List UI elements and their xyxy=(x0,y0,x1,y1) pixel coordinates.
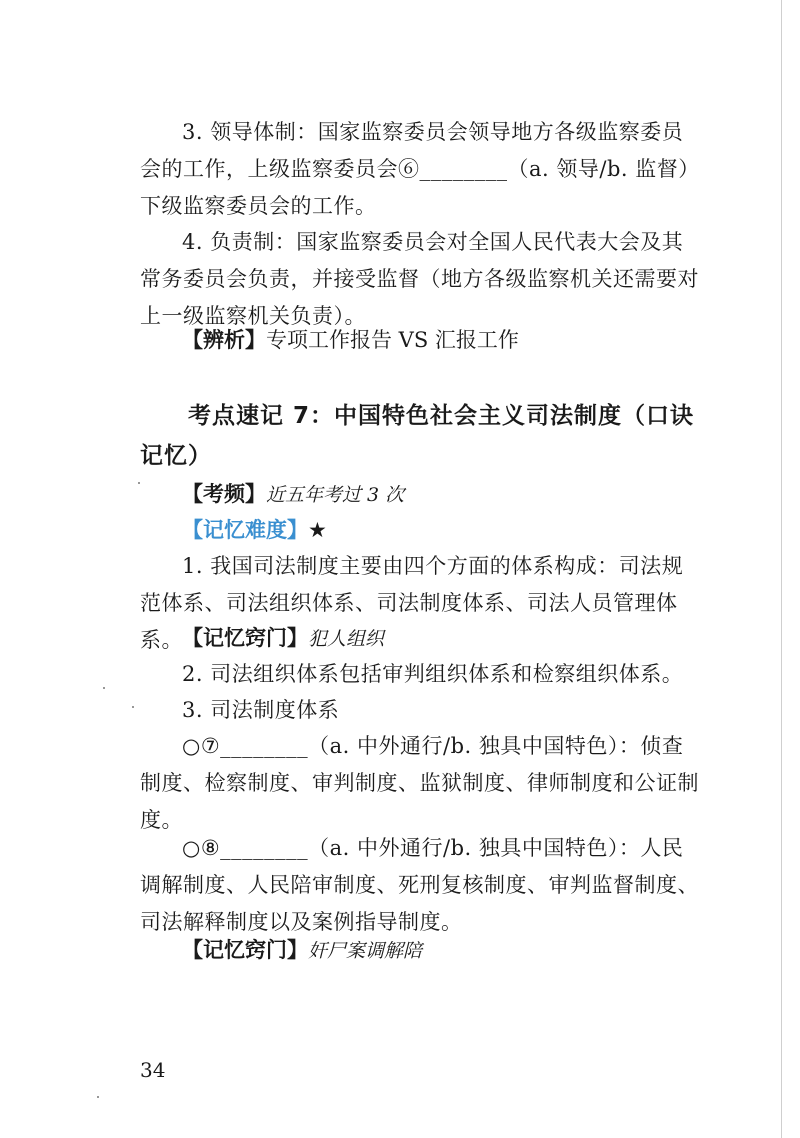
item-4-responsibility-system: 4. 负责制：国家监察委员会对全国人民代表大会及其常务委员会负责，并接受监督（地方各级监察机关还需要对上一级监察机关负责）。 xyxy=(140,230,699,328)
item-3-leadership-system: 3. 领导体制：国家监察委员会领导地方各级监察委员会的工作，上级监察委员会⑥________（a. 领导/b. 监督）下级监察委员会的工作。 xyxy=(140,120,700,218)
memory-tip-1-text: 犯人组织 xyxy=(308,628,385,650)
difficulty-tag: 【记忆难度】 xyxy=(182,518,308,542)
memory-tip-2 xyxy=(182,932,422,970)
frequency-line xyxy=(182,476,404,514)
scan-speck xyxy=(97,1096,99,1098)
section-heading: 考点速记 7：中国特色社会主义司法制度（口诀记忆） xyxy=(140,403,695,469)
paragraph-4: ○⑦________（a. 中外通行/b. 独具中国特色）：侦查制度、检察制度、审判制度、监狱制度、律师制度和公证制度。 xyxy=(140,734,699,832)
memory-tip-2-tag: 【记忆窍门】 xyxy=(182,938,308,962)
paragraph-1: 1. 我国司法制度主要由四个方面的体系构成：司法规范体系、司法组织体系、司法制度体系、司法人员管理体系。 xyxy=(140,554,684,652)
difficulty-star-icon: ★ xyxy=(308,518,327,542)
scan-speck xyxy=(103,687,105,689)
difficulty-line xyxy=(182,512,327,549)
frequency-text: 近五年考过 3 次 xyxy=(266,484,405,506)
memory-tip-2-text: 奸尸案调解陪 xyxy=(308,940,423,962)
paragraph-5: ○⑧________（a. 中外通行/b. 独具中国特色）：人民调解制度、人民陪审制度、死刑复核制度、审判监督制度、司法解释制度以及案例指导制度。 xyxy=(140,836,699,934)
paragraph-2: 2. 司法组织体系包括审判组织体系和检察组织体系。 xyxy=(182,662,684,686)
frequency-tag: 【考频】 xyxy=(182,482,266,506)
paragraph-3: 3. 司法制度体系 xyxy=(182,698,340,722)
page-number: 34 xyxy=(140,1058,166,1082)
scan-speck xyxy=(138,482,140,484)
scan-speck xyxy=(132,706,134,708)
analysis-line xyxy=(182,322,519,359)
analysis-tag: 【辨析】 xyxy=(182,328,266,352)
analysis-text: 专项工作报告 VS 汇报工作 xyxy=(266,328,519,352)
memory-tip-1 xyxy=(182,620,384,658)
page-edge-line xyxy=(781,0,782,1138)
memory-tip-1-tag: 【记忆窍门】 xyxy=(182,626,308,650)
